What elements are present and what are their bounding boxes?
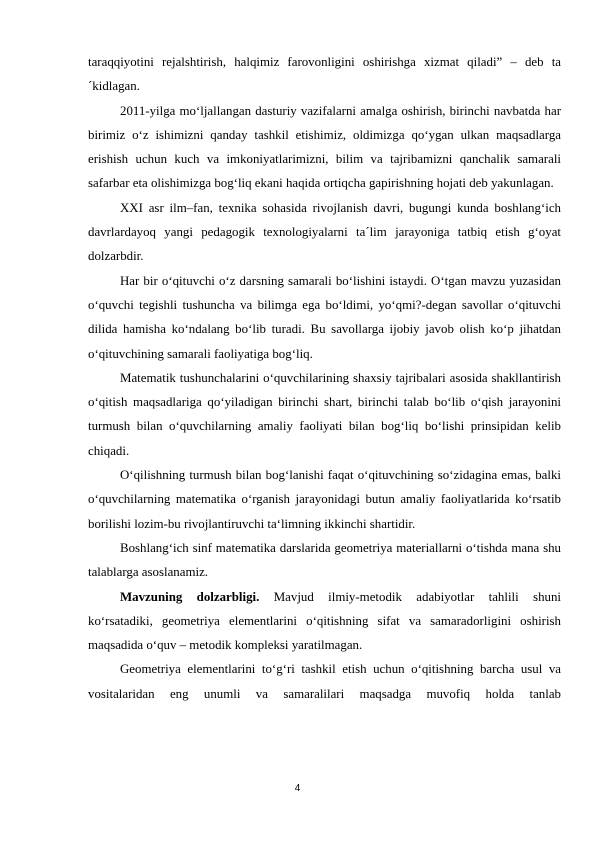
paragraph-3: XXI asr ilm–fan, texnika sohasida rivojlanish davri, bugungi kunda boshlang‘ich davrlardayoq yangi pedagogik texnologiyalarni ta´lim jarayoniga tatbiq etish g‘oyat dolzarbdir. — [88, 200, 561, 264]
paragraph-5: Matematik tushunchalarini o‘quvchilarining shaxsiy tajribalari asosida shakllantirish o‘qitish maqsadlariga qo‘yiladigan birinchi shart, birinchi talab bo‘lib o‘qish jarayonini turmush bilan o‘quvchilarning amaliy faoliyati bilan bog‘liq bo‘lishi prinsipidan kelib chiqadi. — [88, 370, 561, 458]
paragraph-6: O‘qilishning turmush bilan bog‘lanishi faqat o‘qituvchining so‘zidagina emas, balki o‘quvchilarning matematika o‘rganish jarayonidagi butun amaliy faoliyatlarida ko‘rsatib borilishi lozim-bu rivojlantiruvchi ta‘limning ikkinchi shartidir. — [88, 468, 561, 531]
paragraph-7: Boshlang‘ich sinf matematika darslarida geometriya materiallarni o‘tishda mana shu talablarga asoslanamiz. — [88, 540, 561, 580]
paragraph-relevance — [88, 585, 561, 658]
paragraph-2: 2011-yilga mo‘ljallangan dasturiy vazifalarni amalga oshirish, birinchi navbatda har birimiz o‘z ishimizni qanday tashkil etishimiz, oldimizga qo‘ygan ulkan maqsadlarga erishish uchun kuch va imkoniyatlarimizni, bilim va tajribamizni qanchalik samarali safarbar eta olishimizga bog‘liq ekani haqida ortiqcha gapirishning hojati deb yakunlagan. — [88, 103, 561, 191]
page-body — [88, 50, 561, 706]
relevance-text: Mavjud ilmiy-metodik adabiyotlar tahlili shuni ko‘rsatadiki, geometriya elementlarini o‘qitishning sifat va samaradorligini oshirish maqsadida o‘quv – metodik kompleksi yaratilmagan. — [88, 589, 561, 653]
paragraph-1: taraqqiyotini rejalshtirish, halqimiz farovonligini oshirishga xizmat qiladi” – deb ta´kidlagan. — [88, 55, 561, 94]
paragraph-9: Geometriya elementlarini to‘g‘ri tashkil etish uchun o‘qitishning barcha usul va vositalaridan eng unumli va samaralilari maqsadga muvofiq holda tanlab — [88, 662, 561, 701]
relevance-heading: Mavzuning dolzarbligi. — [120, 589, 260, 604]
paragraph-4: Har bir o‘qituvchi o‘z darsning samarali bo‘lishini istaydi. O‘tgan mavzu yuzasidan o‘quvchi tegishli tushuncha va bilimga ega bo‘ldimi, yo‘qmi?-degan savollar o‘qituvchi dilida hamisha ko‘ndalang bo‘lib turadi. Bu savollarga ijobiy javob olish ko‘p jihatdan o‘qituvchining samarali faoliyatiga bog‘liq. — [88, 273, 561, 361]
page-number: 4 — [294, 783, 301, 794]
